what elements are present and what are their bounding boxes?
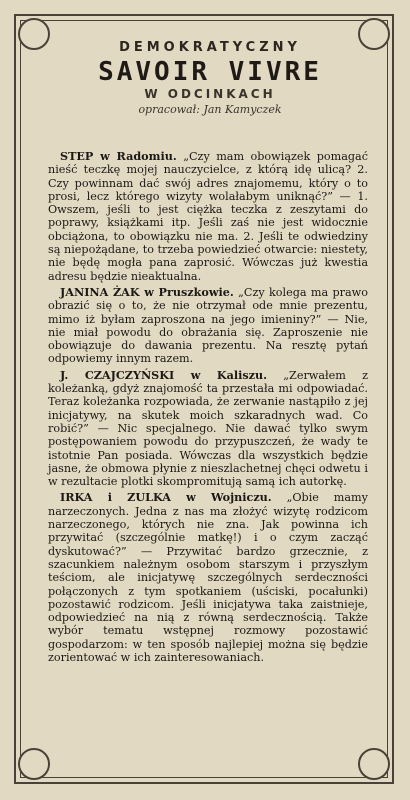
entry-correspondent: STEP w Radomiu. bbox=[60, 149, 177, 163]
corner-ornament-icon bbox=[18, 18, 50, 50]
column-header bbox=[92, 34, 328, 134]
column-title: SAVOIR VIVRE bbox=[98, 57, 322, 87]
corner-ornament-icon bbox=[358, 748, 390, 780]
advice-entry bbox=[48, 369, 368, 489]
entry-correspondent: IRKA i ZULKA w Wojniczu. bbox=[60, 490, 272, 505]
entry-text: „Czy kolega ma prawo obrazić się o to, że nie otrzymał ode mnie prezentu, mimo iż byłam zaproszona na jego imieniny?” — Nie, nie miał powodu do obrażania się. Zaproszenie nie obowiązuje do dawania prezentu. Na resztę pytań odpowiemy innym razem. bbox=[48, 285, 368, 366]
author-credit: opracował: Jan Kamyczek bbox=[138, 103, 282, 116]
advice-entry bbox=[48, 491, 368, 664]
advice-column-body bbox=[48, 150, 368, 667]
entry-correspondent: JANINA ŻAK w Pruszkowie. bbox=[60, 284, 234, 299]
entry-text: „Zerwałem z koleżanką, gdyż znajomość ta przestała mi odpowiadać. Teraz koleżanka rozpowiada, że zerwanie nastąpiło z jej inicjatywy, na skutek moich szkaradnych wad. Co robić?” — Nic specjalnego. Nie dawać tylko swym postępowaniem powodu do przypuszczeń, że wady te istotnie Pan posiada. Wówczas dla wszystkich będzie jasne, że obmowa płynie z nieszlachetnej chęci odwetu i w rezultacie plotki skompromitują samą ich autorkę. bbox=[48, 368, 368, 489]
header-subtitle: W ODCINKACH bbox=[144, 87, 276, 101]
corner-ornament-icon bbox=[18, 748, 50, 780]
entry-text: „Obie mamy narzeczonych. Jedna z nas ma złożyć wizytę rodzicom narzeczonego, których nie zna. Jak powinna ich przywitać (szczególnie matkę!) i o czym zacząć dyskutować?” — Przywitać bardzo grzecznie, z szacunkiem należnym osobom starszym i przyszłym teściom, ale inicjatywę szczególnych serdeczności połączonych z tym spotkaniem (uściski, pocałunki) pozostawić rodzicom. Jeśli inicjatywa taka zaistnieje, odpowiedzieć na nią z równą serdecznością. Także wybór tematu wstępnej rozmowy pozostawić gospodarzom: w ten sposób najlepiej można się będzie zorientować w ich zainteresowaniach. bbox=[48, 491, 368, 664]
entry-text: „Czy mam obowiązek pomagać nieść teczkę mojej nauczycielce, z którą idę ulicą? 2. Czy powinnam dać swój adres znajomemu, który o to prosi, lecz którego wizyty wolałabym uniknąć?” — 1. Owszem, jeśli to jest ciężka teczka z zeszytami do poprawy, książkami itp. Jeśli zaś nie jest widocznie obciążona, to obowiązku nie ma. 2. Jeśli te odwiedziny są niepożądane, to trzeba powiedzieć otwarcie: niestety, nie będę mogła pana zaprosić. Wówczas już kwestia adresu będzie nieaktualna. bbox=[48, 150, 368, 283]
advice-entry bbox=[48, 286, 368, 366]
advice-entry bbox=[48, 150, 368, 283]
corner-ornament-icon bbox=[358, 18, 390, 50]
header-kicker: DEMOKRATYCZNY bbox=[119, 40, 301, 55]
entry-correspondent: J. CZAJCZYŃSKI w Kaliszu. bbox=[60, 367, 268, 382]
